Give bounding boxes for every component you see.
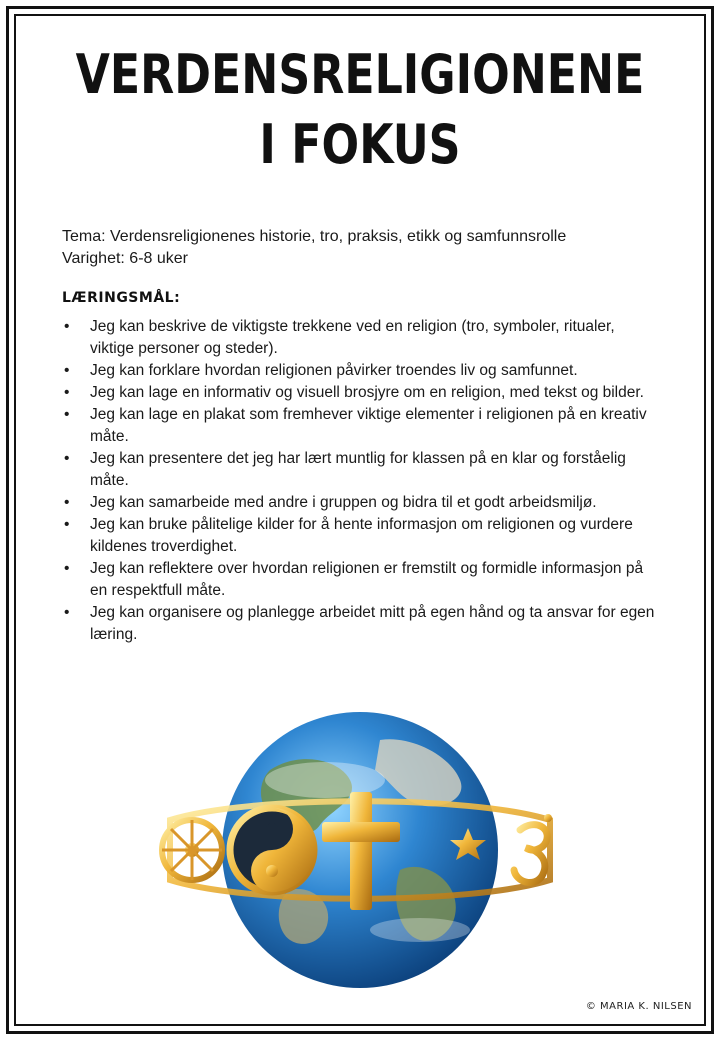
list-item: • Jeg kan organisere og planlegge arbeidet mitt på egen hånd og ta ansvar for egen læring. <box>64 604 655 643</box>
title-line-1: VERDENSRELIGIONENE <box>75 43 645 106</box>
list-item: • Jeg kan bruke pålitelige kilder for å hente informasjon om religionen og vurdere kildenes troverdighet. <box>64 516 633 555</box>
bullet-icon: • <box>64 560 70 577</box>
list-item: • Jeg kan beskrive de viktigste trekkene ved en religion (tro, symboler, ritualer, viktige personer og steder). <box>64 318 615 357</box>
page-title <box>65 40 655 180</box>
bullet-icon: • <box>64 516 70 533</box>
list-item: • Jeg kan reflektere over hvordan religionen er fremstilt og formidle informasjon på en respektfull måte. <box>64 560 644 599</box>
title-line-2: I FOKUS <box>259 113 461 176</box>
copyright-credit: © MARIA K. NILSEN <box>585 1001 692 1012</box>
om-symbol-icon <box>514 814 552 883</box>
bullet-icon: • <box>64 384 70 401</box>
topic-line: Tema: Verdensreligionenes historie, tro, praksis, etikk og samfunnsrolle <box>62 228 567 245</box>
topic-info <box>62 226 670 270</box>
bullet-icon: • <box>64 450 70 467</box>
bullet-icon: • <box>64 406 70 423</box>
learning-goals-heading: LÆRINGSMÅL: <box>62 290 181 306</box>
bullet-icon: • <box>64 362 70 379</box>
list-item: • Jeg kan presentere det jeg har lært muntlig for klassen på en klar og forståelig måte. <box>64 450 626 489</box>
duration-line: Varighet: 6-8 uker <box>62 250 188 267</box>
list-item: • Jeg kan forklare hvordan religionen påvirker troendes liv og samfunnet. <box>62 360 662 382</box>
list-item: • Jeg kan lage en informativ og visuell brosjyre om en religion, med tekst og bilder. <box>62 382 662 404</box>
list-item: • Jeg kan samarbeide med andre i gruppen og bidra til et godt arbeidsmiljø. <box>62 492 662 514</box>
bullet-icon: • <box>64 604 70 621</box>
list-item: • Jeg kan lage en plakat som fremhever viktige elementer i religionen på en kreativ måte. <box>64 406 647 445</box>
globe-religious-symbols-illustration <box>150 700 570 1000</box>
yin-yang-icon <box>230 808 314 892</box>
bullet-icon: • <box>64 318 70 335</box>
dharma-wheel-icon <box>162 820 222 880</box>
learning-goals-list <box>62 316 662 646</box>
bullet-icon: • <box>64 494 70 511</box>
